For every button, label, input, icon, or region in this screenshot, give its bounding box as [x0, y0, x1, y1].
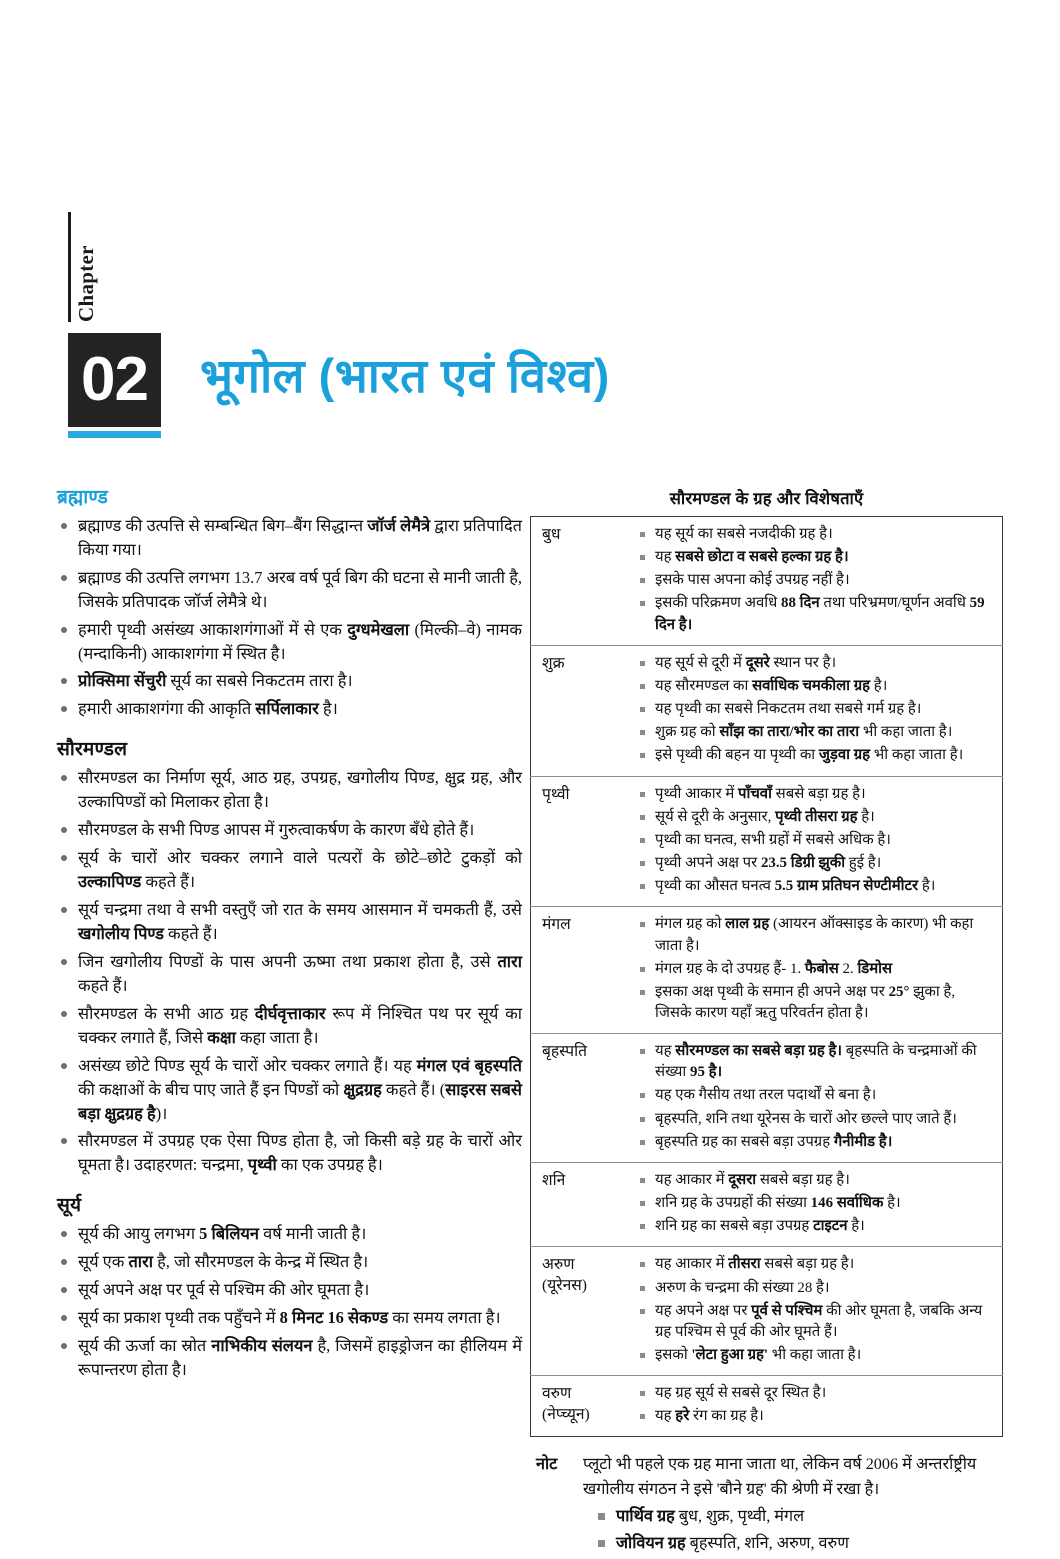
note-list-item: जोवियन ग्रह बृहस्पति, शनि, अरुण, वरुण [598, 1531, 1003, 1555]
feature-list [638, 1041, 994, 1153]
bullet-item: सूर्य की ऊर्जा का स्रोत नाभिकीय संलयन है, जिसमें हाइड्रोजन का हीलियम में रूपान्तरण होता है। [57, 1334, 522, 1382]
feature-item: इसको 'लेटा हुआ ग्रह' भी कहा जाता है। [638, 1345, 994, 1366]
feature-item: पृथ्वी का घनत्व, सभी ग्रहों में सबसे अधिक है। [638, 830, 994, 851]
table-row [531, 907, 1003, 1034]
feature-item: पृथ्वी का औसत घनत्व 5.5 ग्राम प्रतिघन सेण्टीमीटर है। [638, 876, 994, 897]
feature-item: इसके पास अपना कोई उपग्रह नहीं है। [638, 570, 994, 591]
planets-table [530, 516, 1003, 1437]
planet-features-cell [638, 1162, 1003, 1246]
table-title: सौरमण्डल के ग्रह और विशेषताएँ [669, 490, 864, 508]
feature-item: यह ग्रह सूर्य से सबसे दूर स्थित है। [638, 1383, 994, 1404]
bullet-item: सौरमण्डल का निर्माण सूर्य, आठ ग्रह, उपग्रह, खगोलीय पिण्ड, क्षुद्र ग्रह, और उल्कापिण्डों को मिलाकर होता है। [57, 766, 522, 814]
planet-name-cell: वरुण (नेप्च्यून) [531, 1376, 639, 1437]
planet-features-cell [638, 907, 1003, 1034]
feature-item: शनि ग्रह के उपग्रहों की संख्या 146 सर्वाधिक है। [638, 1193, 994, 1214]
planet-name-cell: मंगल [531, 907, 639, 1034]
bullet-item: सौरमण्डल के सभी पिण्ड आपस में गुरुत्वाकर्षण के कारण बँधे होते हैं। [57, 818, 522, 842]
planet-features-cell [638, 645, 1003, 776]
bullet-item: ब्रह्माण्ड की उत्पत्ति से सम्बन्धित बिग–बैंग सिद्धान्त जॉर्ज लेमैत्रे द्वारा प्रतिपादित किया गया। [57, 514, 522, 562]
section-bullet-list [57, 1222, 522, 1382]
feature-item: इसका अक्ष पृथ्वी के समान ही अपने अक्ष पर 25° झुका है, जिसके कारण यहाँ ऋतु परिवर्तन होता है। [638, 982, 994, 1024]
table-row [531, 645, 1003, 776]
table-row [531, 1162, 1003, 1246]
feature-item: शनि ग्रह का सबसे बड़ा उपग्रह टाइटन है। [638, 1216, 994, 1237]
feature-item: यह आकार में तीसरा सबसे बड़ा ग्रह है। [638, 1254, 994, 1275]
planet-features-cell [638, 1376, 1003, 1437]
planet-features-cell [638, 1247, 1003, 1376]
planet-features-cell [638, 517, 1003, 646]
bullet-item: जिन खगोलीय पिण्डों के पास अपनी ऊष्मा तथा प्रकाश होता है, उसे तारा कहते हैं। [57, 950, 522, 998]
feature-list [638, 524, 994, 636]
note-paragraph [536, 1452, 1003, 1501]
bullet-item: सौरमण्डल के सभी आठ ग्रह दीर्घवृत्ताकार रूप में निश्चित पथ पर सूर्य का चक्कर लगाते हैं, जिसे कक्षा कहा जाता है। [57, 1002, 522, 1050]
chapter-label: Chapter [74, 245, 98, 322]
right-column [530, 486, 1003, 1559]
table-row [531, 1034, 1003, 1163]
feature-item: इसे पृथ्वी की बहन या पृथ्वी का जुड़वा ग्रह भी कहा जाता है। [638, 745, 994, 766]
feature-list [638, 914, 994, 1024]
bullet-item: सूर्य के चारों ओर चक्कर लगाने वाले पत्यरों के छोटे–छोटे टुकड़ों को उल्कापिण्ड कहते हैं। [57, 846, 522, 894]
note-item-list [536, 1504, 1003, 1556]
feature-item: यह आकार में दूसरा सबसे बड़ा ग्रह है। [638, 1170, 994, 1191]
feature-item: मंगल ग्रह के दो उपग्रह हैं- 1. फैबोस 2. डिमोस [638, 959, 994, 980]
planet-name-cell: शनि [531, 1162, 639, 1246]
feature-item: शुक्र ग्रह को साँझ का तारा/भोर का तारा भी कहा जाता है। [638, 722, 994, 743]
feature-item: यह सौरमण्डल का सर्वाधिक चमकीला ग्रह है। [638, 676, 994, 697]
note-block [530, 1452, 1003, 1555]
note-text: प्लूटो भी पहले एक ग्रह माना जाता था, लेकिन वर्ष 2006 में अन्तर्राष्ट्रीय खगोलीय संगठन ने इसे 'बौने ग्रह' की श्रेणी में रखा है। [583, 1455, 977, 1498]
section-bullet-list [57, 766, 522, 1177]
bullet-item: सौरमण्डल में उपग्रह एक ऐसा पिण्ड होता है, जो किसी बड़े ग्रह के चारों ओर घूमता है। उदाहरणत: चन्द्रमा, पृथ्वी का एक उपग्रह है। [57, 1129, 522, 1177]
feature-list [638, 1383, 994, 1427]
planet-name-cell: पृथ्वी [531, 776, 639, 907]
chapter-accent-underline [68, 431, 161, 438]
bullet-item: प्रोक्सिमा सेंचुरी सूर्य का सबसे निकटतम तारा है। [57, 669, 522, 693]
section-heading: ब्रह्माण्ड [57, 487, 108, 508]
section-spacer [57, 1181, 522, 1194]
feature-item: सूर्य से दूरी के अनुसार, पृथ्वी तीसरा ग्रह है। [638, 807, 994, 828]
table-row [531, 776, 1003, 907]
bullet-item: सूर्य एक तारा है, जो सौरमण्डल के केन्द्र में स्थित है। [57, 1250, 522, 1274]
bullet-item: सूर्य का प्रकाश पृथ्वी तक पहुँचने में 8 मिनट 16 सेकण्ड का समय लगता है। [57, 1306, 522, 1330]
left-column [57, 486, 522, 1386]
feature-item: यह सूर्य से दूरी में दूसरे स्थान पर है। [638, 653, 994, 674]
chapter-number-badge: 02 [68, 333, 161, 427]
bullet-item: सूर्य अपने अक्ष पर पूर्व से पश्चिम की ओर घूमता है। [57, 1278, 522, 1302]
feature-item: इसकी परिक्रमण अवधि 88 दिन तथा परिभ्रमण/घूर्णन अवधि 59 दिन है। [638, 593, 994, 635]
feature-item: यह सौरमण्डल का सबसे बड़ा ग्रह है। बृहस्पति के चन्द्रमाओं की संख्या 95 है। [638, 1041, 994, 1083]
planet-features-cell [638, 776, 1003, 907]
planet-name-cell: अरुण (यूरेनस) [531, 1247, 639, 1376]
bullet-item: सूर्य चन्द्रमा तथा वे सभी वस्तुएँ जो रात के समय आसमान में चमकती हैं, उसे खगोलीय पिण्ड कहते हैं। [57, 898, 522, 946]
note-label: नोट [536, 1455, 558, 1474]
section-heading: सूर्य [57, 1195, 82, 1217]
feature-list [638, 1170, 994, 1237]
feature-item: बृहस्पति, शनि तथा यूरेनस के चारों ओर छल्ले पाए जाते हैं। [638, 1109, 994, 1130]
feature-item: यह पृथ्वी का सबसे निकटतम तथा सबसे गर्म ग्रह है। [638, 699, 994, 720]
feature-item: मंगल ग्रह को लाल ग्रह (आयरन ऑक्साइड के कारण) भी कहा जाता है। [638, 914, 994, 956]
page-title: भूगोल (भारत एवं विश्व) [200, 349, 610, 402]
table-row [531, 1247, 1003, 1376]
feature-item: यह अपने अक्ष पर पूर्व से पश्चिम की ओर घूमता है, जबकि अन्य ग्रह पश्चिम से पूर्व की ओर घूमते हैं। [638, 1301, 994, 1343]
bullet-item: हमारी आकाशगंगा की आकृति सर्पिलाकार है। [57, 697, 522, 721]
chapter-marker [68, 212, 108, 322]
feature-item: यह सूर्य का सबसे नजदीकी ग्रह है। [638, 524, 994, 545]
feature-item: यह सबसे छोटा व सबसे हल्का ग्रह है। [638, 547, 994, 568]
feature-item: बृहस्पति ग्रह का सबसे बड़ा उपग्रह गैनीमीड है। [638, 1132, 994, 1153]
planet-name-cell: शुक्र [531, 645, 639, 776]
note-list-item: पार्थिव ग्रह बुध, शुक्र, पृथ्वी, मंगल [598, 1504, 1003, 1528]
feature-list [638, 1254, 994, 1366]
planet-name-cell: बृहस्पति [531, 1034, 639, 1163]
table-row [531, 517, 1003, 646]
feature-item: पृथ्वी आकार में पाँचवाँ सबसे बड़ा ग्रह है। [638, 784, 994, 805]
bullet-item: हमारी पृथ्वी असंख्य आकाशगंगाओं में से एक दुग्धमेखला (मिल्की–वे) नामक (मन्दाकिनी) आकाशगंगा में स्थित है। [57, 618, 522, 666]
bullet-item: असंख्य छोटे पिण्ड सूर्य के चारों ओर चक्कर लगाते हैं। यह मंगल एवं बृहस्पति की कक्षाओं के बीच पाए जाते हैं इन पिण्डों को क्षुद्रग्रह कहते हैं। (साइरस सबसे बड़ा क्षुद्रग्रह है)। [57, 1054, 522, 1126]
feature-item: पृथ्वी अपने अक्ष पर 23.5 डिग्री झुकी हुई है। [638, 853, 994, 874]
feature-item: यह हरे रंग का ग्रह है। [638, 1406, 994, 1427]
section-bullet-list [57, 514, 522, 722]
section-spacer [57, 725, 522, 738]
planet-features-cell [638, 1034, 1003, 1163]
bullet-item: सूर्य की आयु लगभग 5 बिलियन वर्ष मानी जाती है। [57, 1222, 522, 1246]
feature-item: यह एक गैसीय तथा तरल पदार्थों से बना है। [638, 1085, 994, 1106]
feature-list [638, 653, 994, 767]
bullet-item: ब्रह्माण्ड की उत्पत्ति लगभग 13.7 अरब वर्ष पूर्व बिग की घटना से मानी जाती है, जिसके प्रतिपादक जॉर्ज लेमैत्रे थे। [57, 566, 522, 614]
feature-item: अरुण के चन्द्रमा की संख्या 28 है। [638, 1278, 994, 1299]
section-heading: सौरमण्डल [57, 739, 128, 761]
chapter-rule [68, 212, 71, 322]
planet-name-cell: बुध [542, 526, 561, 543]
feature-list [638, 784, 994, 898]
table-row [531, 1376, 1003, 1437]
